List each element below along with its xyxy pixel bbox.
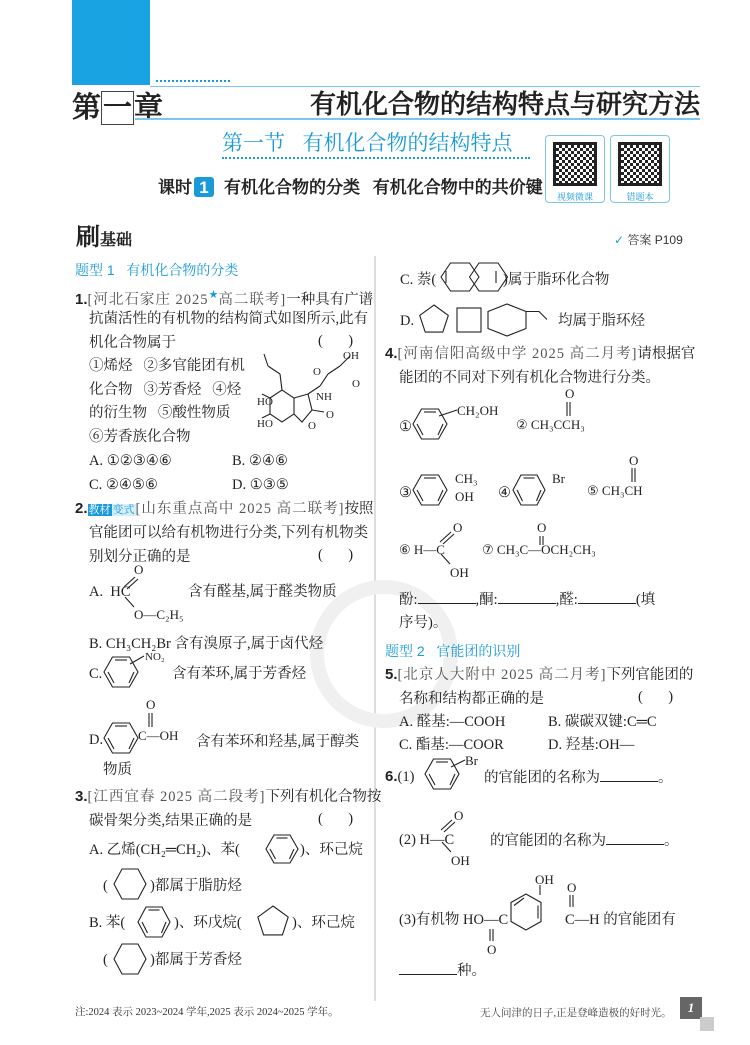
phenol-label: 酚:: [399, 592, 418, 608]
q2-option-c-text: 含有苯环,属于芳香烃: [172, 666, 307, 682]
q2-text: 按照: [344, 501, 374, 517]
chem-label: O: [537, 520, 547, 535]
q2-text: 别划分正确的是: [89, 549, 191, 565]
mol-label: O: [313, 366, 321, 378]
q6-text: 的官能团的名称为: [484, 770, 600, 786]
chem-label: O: [146, 697, 156, 712]
compound-1-label: ①: [399, 419, 412, 435]
q2-option-d-text: 含有苯环和羟基,属于醇类: [196, 734, 360, 750]
bond: [630, 468, 638, 484]
chem-label: OH: [455, 489, 474, 504]
compound-4-label: ④: [498, 485, 511, 501]
q6-number: 6.: [385, 768, 398, 785]
q2-option-b[interactable]: B. CH₃CH₂Br 含有溴原子,属于卤代烃: [89, 636, 324, 652]
q1-option-d[interactable]: D. ①③⑤: [232, 477, 289, 493]
bond: [538, 885, 544, 897]
q4-source: [河南信阳高级中学 2025 高二月考]: [397, 346, 638, 362]
q3-option-b: )都属于芳香烃: [150, 952, 242, 968]
chapter-prefix: 第: [72, 92, 102, 124]
chem-label: O: [453, 520, 463, 535]
q3-option-b: )、环己烷: [292, 915, 355, 931]
q6-text: C—H 的官能团有: [565, 912, 676, 928]
q3-option-a[interactable]: A. 乙烯(CH₂═CH₂)、苯(: [89, 842, 240, 858]
q1-option-b[interactable]: B. ②④⑥: [232, 453, 288, 469]
ketone-label: ,酮:: [475, 592, 498, 608]
chapter-number: 一: [103, 92, 133, 124]
chapter-title: 有机化合物的结构特点与研究方法: [309, 89, 700, 119]
chem-label: O: [487, 942, 497, 957]
q6-part1-blank[interactable]: [600, 767, 658, 782]
q2-answer-blank[interactable]: ( ): [318, 547, 354, 563]
q6-text: 。: [658, 770, 673, 786]
q6-part1-text: [484, 767, 673, 788]
q1-option-list: ⑥芳香族化合物: [89, 429, 191, 445]
textbook-tag: 教材: [88, 504, 111, 516]
chem-label: NO₂: [145, 651, 165, 663]
q4-text: 能团的不同对下列有机化合物进行分类。: [399, 370, 660, 386]
chapter-suffix: 章: [134, 92, 164, 124]
mol-label: OH: [343, 350, 359, 362]
q6-text: 的官能团的名称为: [490, 833, 606, 849]
q5-text: 下列官能团的: [606, 667, 694, 683]
q2-line1: [75, 499, 373, 520]
chem-label: O: [454, 808, 464, 823]
chapter-label: [72, 90, 163, 126]
answer-ref-text: 答案 P109: [627, 233, 683, 247]
qr-mistake-label: 错题本: [626, 192, 654, 202]
page-number-box: 1: [680, 997, 702, 1019]
chem-label: OH: [451, 853, 470, 868]
checkmark-icon: ✓: [614, 233, 625, 247]
naphthalene-icon: [440, 262, 502, 292]
q5-line1: [385, 665, 693, 685]
footnote: 注:2024 表示 2023~2024 学年,2025 表示 2024~2025 学年。: [75, 1007, 339, 1018]
compound-7: ⑦ CH₃C—OCH₂CH₃: [482, 542, 596, 557]
practice-heading: [76, 217, 132, 252]
q1-line1: [75, 285, 373, 310]
phenol-blank[interactable]: [418, 589, 476, 604]
bond: [147, 713, 155, 729]
type1-heading: 题型 1 有机化合物的分类: [75, 262, 239, 278]
q5-option-c[interactable]: C. 酯基:—COOR: [399, 737, 504, 753]
benzene-ring-icon: [265, 834, 299, 864]
cyclohexane-icon: [113, 943, 147, 975]
compound-5: ⑤ CH₃CH: [587, 483, 643, 498]
q3-option-d[interactable]: D.: [400, 313, 415, 329]
q5-source: [北京人大附中 2025 高二月考]: [397, 667, 607, 683]
benzene-ring-icon: [512, 474, 546, 506]
mol-label: HO: [257, 396, 273, 408]
q3-option-b: (: [103, 952, 108, 968]
q4-text: 请根据官: [637, 346, 696, 362]
q5-option-a[interactable]: A. 醛基:—COOH: [399, 714, 506, 730]
cyclohexane-icon: [113, 868, 147, 900]
q1-option-list: ①烯烃 ②多官能团有机: [89, 358, 245, 374]
benzene-ring-icon: [510, 893, 542, 931]
chem-label: O: [629, 453, 639, 468]
chem-label: O: [567, 880, 577, 895]
q2-option-d-text: 物质: [103, 762, 132, 778]
q4-answer-line: [399, 589, 655, 610]
lesson-title: 有机化合物的分类 有机化合物中的共价键: [224, 178, 543, 197]
q3-answer-blank[interactable]: ( ): [318, 811, 354, 827]
q3-option-a: (: [103, 878, 108, 894]
answer-ref[interactable]: [614, 231, 683, 248]
mol-label: NH: [316, 391, 332, 403]
compound-2: ② CH₃CCH₃: [516, 417, 585, 432]
q6-text: 种。: [457, 963, 486, 979]
q3-option-b: )、环戊烷(: [174, 915, 242, 931]
footer-quote: 无人问津的日子,正是登峰造极的好时光。: [480, 1008, 672, 1019]
q5-number: 5.: [385, 666, 398, 683]
q1-source2: 高二联考]: [218, 291, 287, 308]
chem-label: OH: [450, 565, 469, 580]
q6-part3-end: [399, 960, 486, 981]
q2-option-c[interactable]: C.: [89, 666, 103, 682]
bond: [488, 929, 496, 943]
q3-text: 碳骨架分类,结果正确的是: [89, 813, 253, 829]
practice-title: 基础: [100, 232, 133, 249]
practice-brush-label: 刷: [76, 224, 100, 251]
q3-source: [江西宜春 2025 高二段考]: [87, 789, 266, 805]
mol-label: O: [352, 378, 360, 390]
q3-option-c[interactable]: C. 萘(: [400, 272, 437, 288]
q3-option-a: )、环己烷: [300, 842, 363, 858]
benzene-ring-icon: [412, 474, 448, 506]
q6-part2-blank[interactable]: [606, 830, 664, 845]
aldehyde-label: ,醛:: [555, 592, 578, 608]
section-underline: [222, 157, 530, 159]
q3-option-a: )都属于脂肪烃: [150, 878, 242, 894]
q6-part-label: (1): [397, 769, 415, 785]
q6-part2: (2) H—C: [399, 832, 455, 848]
q2-option-a[interactable]: A. HC: [89, 584, 131, 600]
fill-instruction: (填: [635, 592, 656, 608]
q3-text: 下列有机化合物按: [265, 789, 382, 805]
header-rule: [150, 86, 700, 87]
page-corner-deco: [700, 1017, 714, 1031]
lesson-label: 课时: [158, 178, 192, 197]
chapter-rule: [135, 118, 700, 120]
benzene-ring-icon: [103, 722, 139, 754]
section-title: 第一节 有机化合物的结构特点: [222, 132, 513, 155]
compound-3-label: ③: [399, 485, 412, 501]
q1-text: 抗菌活性的有机物的结构简式如图所示,此有: [89, 311, 369, 327]
q6-part1: [385, 767, 414, 787]
cyclopentane-icon: [418, 303, 450, 335]
chem-label: CH₃: [455, 471, 478, 486]
q3-option-d: 均属于脂环烃: [558, 313, 645, 329]
q1-option-a[interactable]: A. ①②③④⑥: [89, 453, 172, 469]
bond: [568, 895, 576, 909]
q1-option-list: 化合物 ③芳香烃 ④烃: [89, 382, 242, 398]
fill-instruction: 序号)。: [399, 615, 448, 631]
q3-line1: [75, 787, 381, 807]
chem-label: Br: [552, 471, 565, 486]
chem-label: Br: [465, 753, 478, 768]
q5-answer-blank[interactable]: ( ): [638, 689, 674, 705]
chem-label: CH₂OH: [457, 403, 499, 418]
qr-code-icon: [618, 142, 662, 186]
q2-source: [山东重点高中 2025 高二联考]: [135, 501, 345, 517]
mol-label: HO: [257, 418, 273, 430]
q4-number: 4.: [385, 345, 398, 362]
q4-line1: [385, 344, 695, 364]
chem-label: OH: [535, 872, 554, 887]
q1-text: 一种具有广谱: [286, 291, 374, 308]
qr-code-icon: [553, 142, 597, 186]
mol-label: O: [308, 420, 316, 432]
benzene-ring-icon: [137, 906, 171, 938]
chem-label: C—OH: [138, 728, 179, 743]
lesson-number-badge: 1: [194, 177, 214, 197]
bond: [565, 402, 573, 418]
q1-option-c[interactable]: C. ②④⑤⑥: [89, 477, 158, 493]
ketone-blank[interactable]: [498, 589, 556, 604]
q2-text: 官能团可以给有机物进行分类,下列有机物类: [89, 525, 369, 541]
q3-option-b[interactable]: B. 苯(: [89, 915, 126, 931]
q1-option-list: 的衍生物 ⑤酸性物质: [89, 405, 231, 421]
variant-tag: 变式: [112, 504, 135, 516]
mol-label: O: [326, 409, 334, 421]
q5-text: 名称和结构都正确的是: [399, 691, 544, 707]
q1-number: 1.: [75, 290, 88, 308]
bond: [439, 410, 459, 420]
chem-label: O: [134, 562, 144, 577]
q3-option-c: )属于脂环化合物: [503, 272, 610, 288]
q6-text: 。: [664, 833, 679, 849]
q1-mark-icon: ★: [208, 289, 219, 301]
cyclopentane-icon: [256, 904, 290, 938]
q3-number: 3.: [75, 788, 88, 805]
dotted-rule: [156, 80, 230, 82]
q1-text: 机化合物属于: [89, 335, 176, 351]
q1-answer-blank[interactable]: ( ): [318, 333, 354, 349]
corner-block: [72, 0, 150, 85]
q6-part3: (3)有机物 HO—C: [399, 912, 509, 928]
q2-option-a-text: 含有醛基,属于醛类物质: [188, 584, 337, 600]
qr-mistakes[interactable]: [610, 135, 670, 203]
q5-option-d[interactable]: D. 羟基:OH—: [548, 737, 635, 753]
qr-video-label: 视频微课: [556, 192, 593, 202]
chem-label: O: [565, 386, 575, 401]
q1-source: [河北石家庄 2025: [87, 291, 209, 308]
qr-video[interactable]: [545, 135, 605, 203]
q2-number: 2.: [75, 500, 88, 517]
chem-label: O—C₂H₅: [134, 607, 184, 622]
aldehyde-blank[interactable]: [578, 589, 636, 604]
cyclobutane-icon: [456, 307, 482, 333]
q6-part2-text: [490, 830, 679, 851]
type2-heading: 题型 2 官能团的识别: [385, 643, 521, 659]
compound-6: ⑥ H—C: [399, 542, 445, 557]
q2-option-d[interactable]: D.: [89, 732, 104, 748]
q5-option-b[interactable]: B. 碳碳双键:C═C: [548, 714, 657, 730]
ethylcyclohexane-icon: [487, 303, 549, 337]
lesson-heading: [158, 177, 543, 199]
q6-part3-blank[interactable]: [399, 960, 457, 975]
